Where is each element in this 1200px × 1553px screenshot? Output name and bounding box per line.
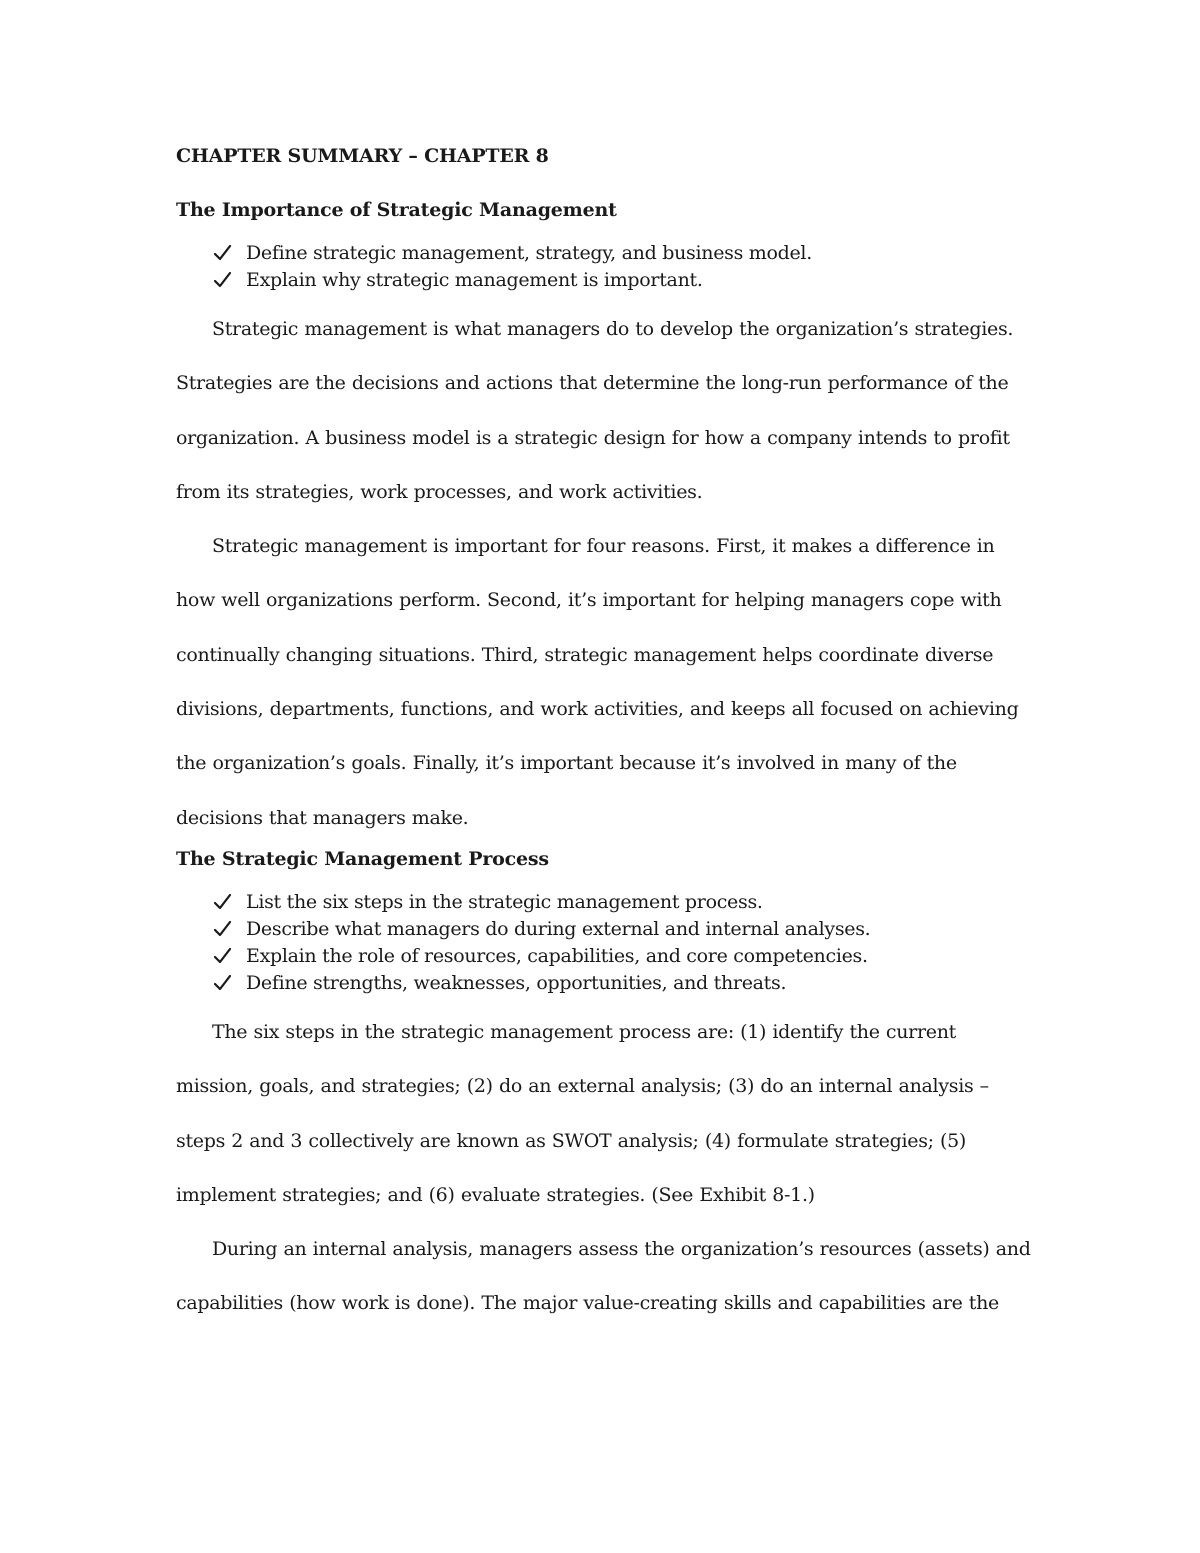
paragraph-line: divisions, departments, functions, and work activities, and keeps all focused on achieving	[176, 698, 1019, 721]
paragraph-line: steps 2 and 3 collectively are known as SWOT analysis; (4) formulate strategies; (5)	[176, 1129, 967, 1152]
objective-text: Describe what managers do during external and internal analyses.	[246, 917, 871, 940]
paragraph-line: implement strategies; and (6) evaluate strategies. (See Exhibit 8-1.)	[176, 1183, 815, 1206]
paragraph-line: Strategic management is important for four reasons. First, it makes a difference in	[212, 535, 995, 558]
objective-item	[212, 889, 1036, 916]
paragraph	[176, 1005, 1036, 1222]
objectives-list	[176, 240, 1036, 294]
paragraph-line: decisions that managers make.	[176, 806, 469, 829]
paragraph-line: continually changing situations. Third, strategic management helps coordinate diverse	[176, 643, 994, 666]
objective-text: Explain the role of resources, capabilities, and core competencies.	[246, 944, 868, 967]
check-icon	[212, 916, 234, 943]
paragraph-line: the organization’s goals. Finally, it’s important because it’s involved in many of the	[176, 752, 957, 775]
paragraph	[176, 1222, 1036, 1331]
paragraph-line: Strategies are the decisions and actions that determine the long-run performance of the	[176, 372, 1009, 395]
document-page	[176, 140, 1036, 1331]
paragraph-line: from its strategies, work processes, and work activities.	[176, 480, 703, 503]
objective-item	[212, 970, 1036, 997]
objective-text: Define strategic management, strategy, and business model.	[246, 242, 812, 264]
paragraph-line: organization. A business model is a strategic design for how a company intends to profit	[176, 426, 1010, 449]
check-icon	[212, 943, 234, 970]
paragraph-line: Strategic management is what managers do to develop the organization’s strategies.	[212, 318, 1014, 340]
objective-item	[212, 916, 1036, 943]
section-heading-process: The Strategic Management Process	[176, 847, 549, 870]
objective-text: Explain why strategic management is important.	[246, 269, 703, 291]
check-icon	[212, 267, 234, 294]
chapter-title: CHAPTER SUMMARY – CHAPTER 8	[176, 145, 549, 167]
section-heading-importance: The Importance of Strategic Management	[176, 199, 617, 221]
objective-item	[212, 267, 1036, 294]
objectives-list	[176, 889, 1036, 997]
paragraph-line: The six steps in the strategic management process are: (1) identify the current	[212, 1020, 956, 1043]
paragraph	[176, 302, 1036, 519]
objective-text: List the six steps in the strategic management process.	[246, 890, 763, 913]
check-icon	[212, 240, 234, 267]
paragraph	[176, 519, 1036, 845]
paragraph-line: During an internal analysis, managers assess the organization’s resources (assets) and	[212, 1238, 1031, 1261]
check-icon	[212, 970, 234, 997]
objective-item	[212, 240, 1036, 267]
paragraph-line: capabilities (how work is done). The major value-creating skills and capabilities are the	[176, 1292, 1000, 1315]
check-icon	[212, 889, 234, 916]
paragraph-line: how well organizations perform. Second, it’s important for helping managers cope with	[176, 589, 1002, 612]
objective-text: Define strengths, weaknesses, opportunities, and threats.	[246, 971, 787, 994]
objective-item	[212, 943, 1036, 970]
paragraph-line: mission, goals, and strategies; (2) do an external analysis; (3) do an internal analysis –	[176, 1075, 989, 1098]
